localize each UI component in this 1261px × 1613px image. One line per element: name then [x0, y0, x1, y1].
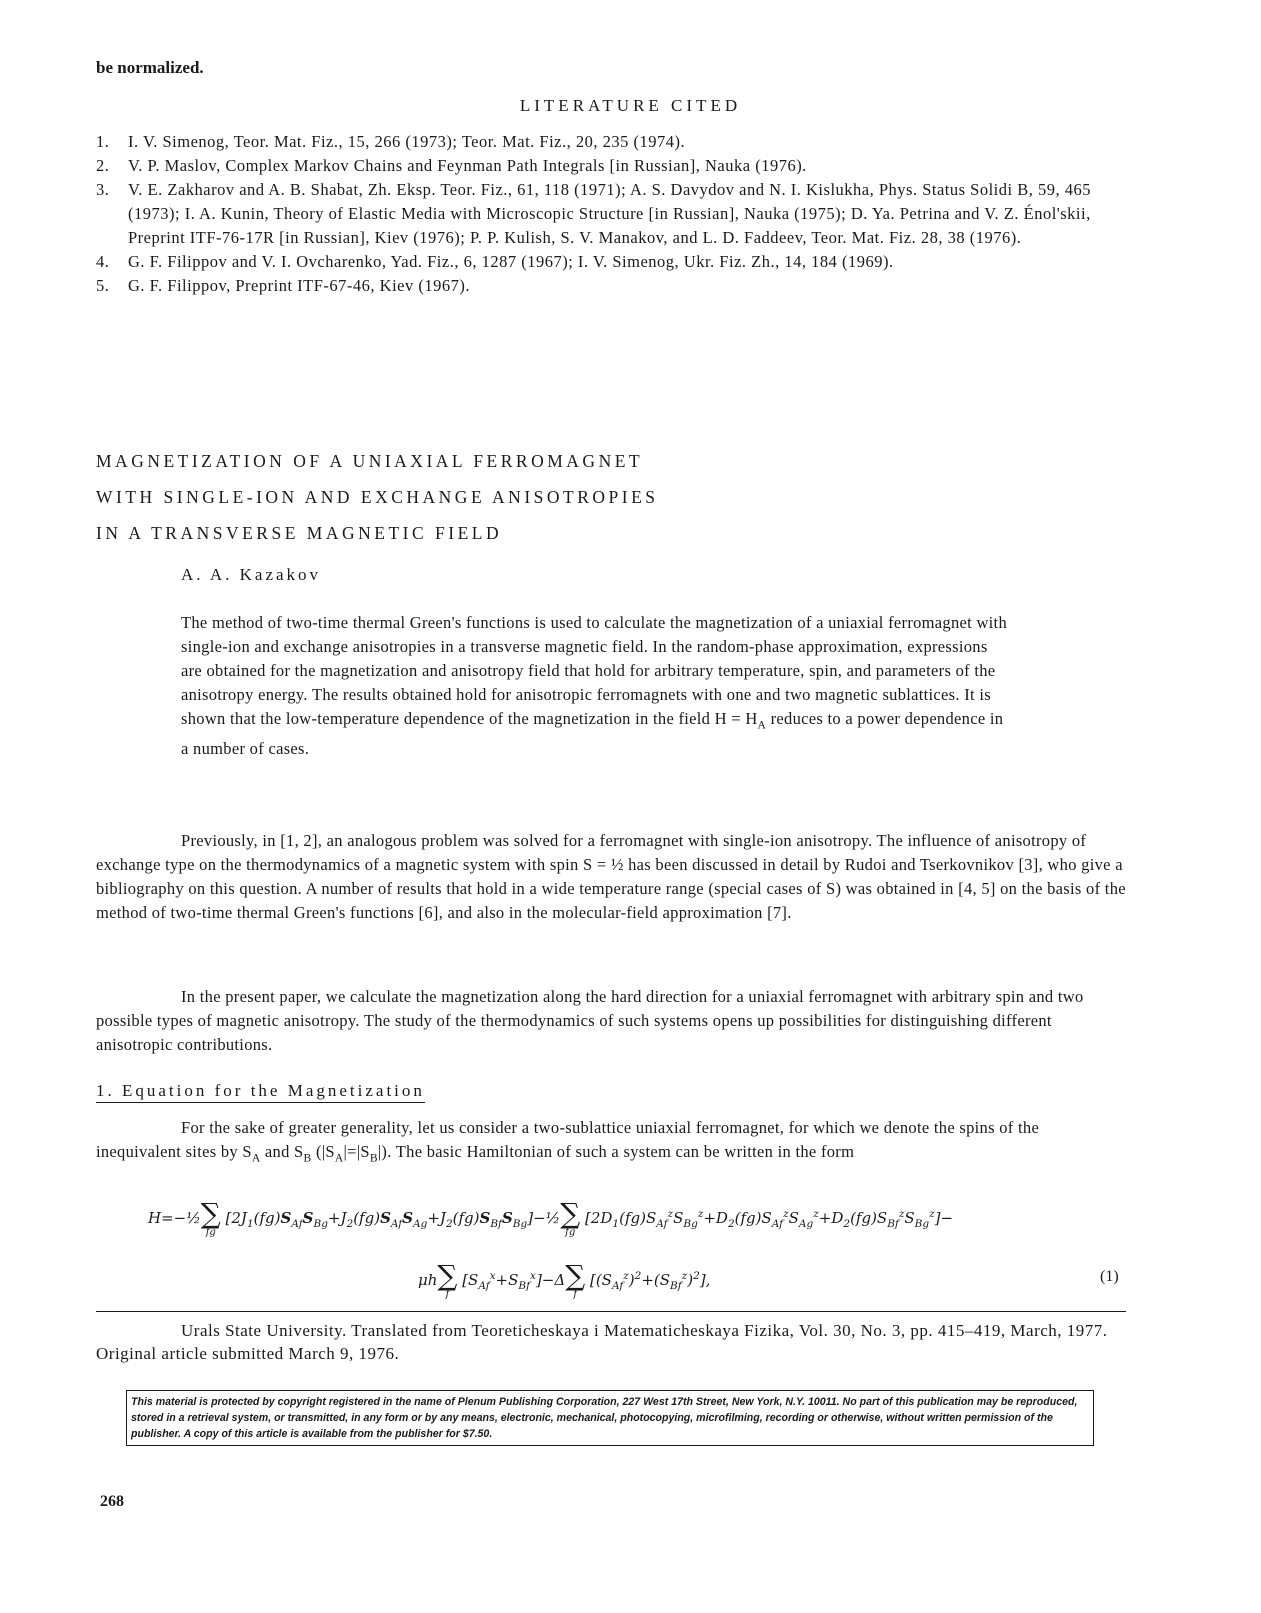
- reference-item: [96, 154, 1126, 178]
- section-heading: 1. Equation for the Magnetization: [96, 1081, 425, 1103]
- page-number: 268: [100, 1493, 124, 1510]
- reference-text: G. F. Filippov, Preprint ITF-67-46, Kiev (1967).: [128, 276, 470, 295]
- reference-text: V. P. Maslov, Complex Markov Chains and Feynman Path Integrals [in Russian], Nauka (1976).: [128, 156, 807, 175]
- reference-text: G. F. Filippov and V. I. Ovcharenko, Yad. Fiz., 6, 1287 (1967); I. V. Simenog, Ukr. Fiz. Zh., 14, 184 (1969).: [128, 252, 894, 271]
- reference-text: I. V. Simenog, Teor. Mat. Fiz., 15, 266 (1973); Teor. Mat. Fiz., 20, 235 (1974).: [128, 132, 686, 151]
- reference-number: 4.: [96, 252, 110, 271]
- reference-item: [96, 250, 1126, 274]
- author-name: A. A. Kazakov: [181, 565, 322, 584]
- copyright-notice: This material is protected by copyright registered in the name of Plenum Publishing Corporation, 227 West 17th Street, New York, N.Y. 10011. No part of this publication may be reproduced, stored in a retrieval system, or transmitted, in any form or by any means, electronic, mechanical, photocopying, microfilming, recording or otherwise, without written permission of the publisher. A copy of this article is available from the publisher for $7.50.: [126, 1390, 1094, 1446]
- reference-item: [96, 130, 1126, 154]
- reference-number: 1.: [96, 132, 110, 151]
- reference-item: [96, 178, 1126, 250]
- paragraph-hamiltonian-intro: For the sake of greater generality, let us consider a two-sublattice uniaxial ferromagnet, for which we denote the spins of the inequivalent sites by $S_A$ and $S_B$ $(|S_A|=|S_B|)$. The basic Hamiltonian of such a system can be written in the form: [96, 1118, 1040, 1165]
- article-title: [96, 443, 659, 551]
- paragraph-previously: Previously, in [1, 2], an analogous problem was solved for a ferromagnet with single-ion anisotropy. The influence of anisotropy of exchange type on the thermodynamics of a magnetic system with spin S = ½ has been discussed in detail by Rudoi and Tserkovnikov [3], who give a bibliography on this question. A number of results that hold in a wide temperature range (special cases of S) was obtained in [4, 5] on the basis of the method of two-time thermal Green's functions [6], and also in the molecular-field approximation [7].: [96, 831, 1126, 922]
- paragraph-present-paper: In the present paper, we calculate the magnetization along the hard direction for a uniaxial ferromagnet with arbitrary spin and two possible types of magnetic anisotropy. The study of the thermodynamics of such systems opens up possibilities for distinguishing different anisotropic contributions.: [96, 987, 1084, 1054]
- footnote-divider: [96, 1311, 1126, 1312]
- title-line: WITH SINGLE-ION AND EXCHANGE ANISOTROPIES: [96, 487, 659, 507]
- reference-text: V. E. Zakharov and A. B. Shabat, Zh. Eksp. Teor. Fiz., 61, 118 (1971); A. S. Davydov and N. I. Kislukha, Phys. Status Solidi B, 59, 465 (1973); I. A. Kunin, Theory of Elastic Media with Microscopic Structure [in Russian], Nauka (1975); D. Ya. Petrina and V. Z. Énol'skii, Preprint ITF-76-17R [in Russian], Kiev (1976); P. P. Kulish, S. V. Manakov, and L. D. Faddeev, Teor. Mat. Fiz. 28, 38 (1976).: [128, 180, 1091, 247]
- equation-line-1: H=−½ ∑ fg $[2J_1(fg)S_{Af}S_{Bg}+J_2(fg)S_{Af}S_{Ag}+J_2(fg)S_{Bf}S_{Bg}]-\frac{1}{2}$ ∑ fg $[2D_1(fg)S_{Af}^zS_{Bg}^z+D_2(fg)S_{Af}^zS_{Ag}^z+D_2(fg)S_{Bf}^zS_{Bg}^z]-$: [148, 1197, 954, 1238]
- carryover-text: be normalized.: [96, 58, 204, 77]
- reference-number: 2.: [96, 156, 110, 175]
- sum-symbol: ∑ fg: [560, 1197, 581, 1238]
- sum-symbol: ∑ fg: [200, 1197, 221, 1238]
- equation-line-2: μh ∑ f $[S_{Af}^x+S_{Bf}^x]-\Delta$ ∑ f $[(S_{Af}^z)^2+(S_{Bf}^z)^2]$,: [418, 1259, 711, 1300]
- equation-number: (1): [1100, 1268, 1119, 1285]
- footnote: Urals State University. Translated from Teoreticheskaya i Matematicheskaya Fizika, Vol. 30, No. 3, pp. 415–419, March, 1977. Original article submitted March 9, 1976.: [96, 1321, 1108, 1363]
- reference-number: 3.: [96, 180, 110, 199]
- fraction-half: ½: [610, 855, 624, 874]
- sum-symbol: ∑ f: [565, 1259, 586, 1300]
- reference-number: 5.: [96, 276, 110, 295]
- literature-cited-heading: LITERATURE CITED: [519, 96, 742, 115]
- title-line: MAGNETIZATION OF A UNIAXIAL FERROMAGNET: [96, 451, 644, 471]
- reference-item: [96, 274, 1126, 298]
- sum-symbol: ∑ f: [437, 1259, 458, 1300]
- abstract: The method of two-time thermal Green's functions is used to calculate the magnetization of a uniaxial ferromagnet with single-ion and exchange anisotropies in a transverse magnetic field. In the random-phase approximation, expressions are obtained for the magnetization and anisotropy field that hold for arbitrary temperature, spin, and parameters of the anisotropy energy. The results obtained hold for anisotropic ferromagnets with one and two magnetic sublattices. It is shown that the low-temperature dependence of the magnetization in the field $H = H_A$ reduces to a power dependence in a number of cases.: [181, 613, 1007, 759]
- reference-list: [96, 130, 1126, 298]
- title-line: IN A TRANSVERSE MAGNETIC FIELD: [96, 523, 503, 543]
